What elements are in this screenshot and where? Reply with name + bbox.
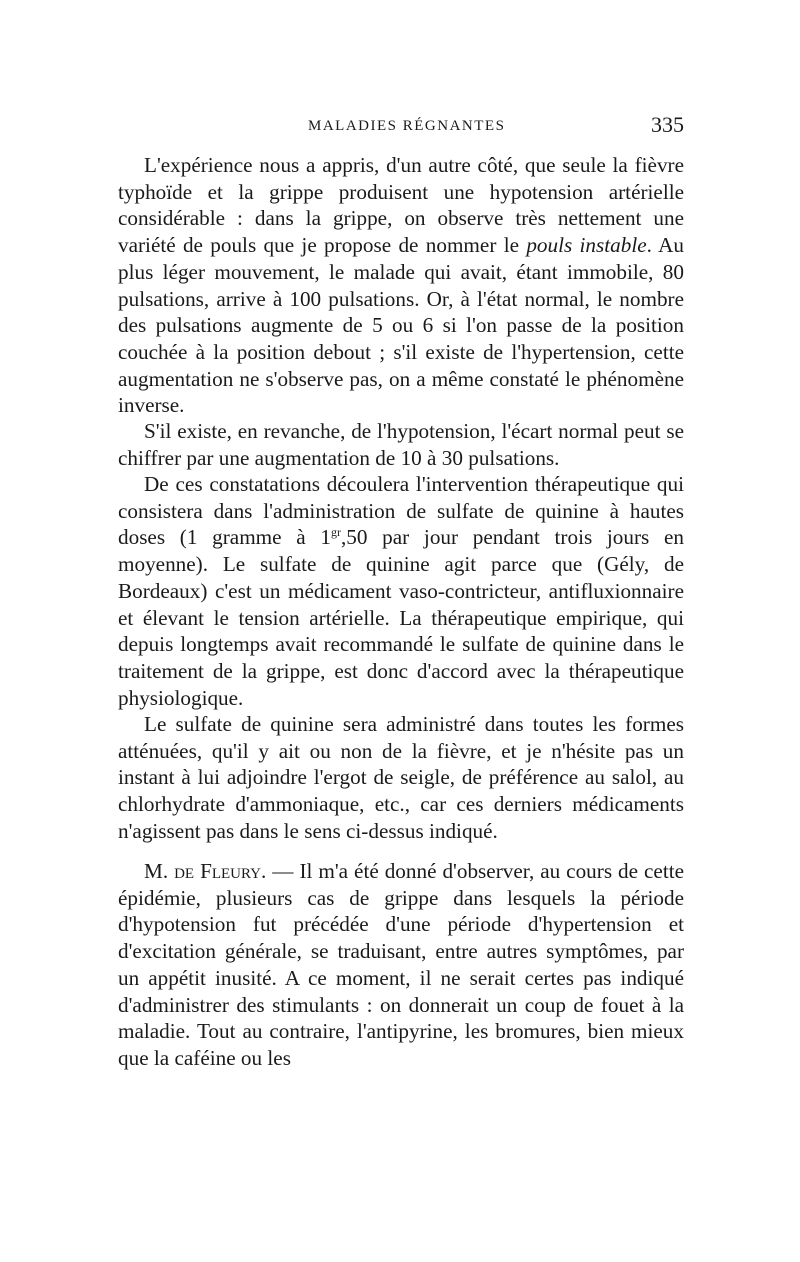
speaker-name: M. de Fleury. xyxy=(144,859,267,883)
paragraph-3-superscript: gr xyxy=(330,525,341,540)
paragraph-1-text-after: . Au plus léger mouvement, le malade qui avait, étant immobile, 80 pulsations, arrive à 100 pulsations. Or, à l'état normal, le nombre des pulsations augmente de 5 ou 6 si l'on passe de la position couchée à la position debout ; s'il existe de l'hypertension, cette augmentation ne s'observe pas, on a même constaté le phénomène inverse. xyxy=(118,233,684,418)
paragraph-2: S'il existe, en revanche, de l'hypotension, l'écart normal peut se chiffrer par une augmentation de 10 à 30 pulsations. xyxy=(118,419,684,470)
paragraph-3-text-before: De ces constatations découlera l'intervention thérapeutique qui consistera dans l'administration de sulfate de quinine à hautes doses (1 gramme à 1 xyxy=(118,472,684,550)
running-title: MALADIES RÉGNANTES xyxy=(308,118,506,134)
paragraph-1-text-before: L'expérience nous a appris, d'un autre côté, que seule la fièvre typhoïde et la grippe produisent une hypotension artérielle considérable : dans la grippe, on observe très nettement une variété de pouls que je propose de nommer le xyxy=(118,153,684,258)
paragraph-4: Le sulfate de quinine sera administré dans toutes les formes atténuées, qu'il y ait ou non de la fièvre, et je n'hésite pas un instant à lui adjoindre l'ergot de seigle, de préférence au salol, au chlorhydrate d'ammoniaque, etc., car ces derniers médicaments n'agissent pas dans le sens ci-dessus indiqué. xyxy=(118,712,684,843)
paragraph-3 xyxy=(118,471,684,711)
paragraph-1 xyxy=(118,152,684,419)
page-header xyxy=(118,112,684,144)
page-number: 335 xyxy=(651,112,684,137)
paragraph-5-text: — Il m'a été donné d'observer, au cours de cette épidémie, plusieurs cas de grippe dans lesquels la période d'hypotension fut précédée d'une période d'hypertension et d'excitation générale, se traduisant, entre autres symptômes, par un appétit inusité. A ce moment, il ne serait certes pas indiqué d'administrer des stimulants : on donnerait un coup de fouet à la maladie. Tout au contraire, l'antipyrine, les bromures, bien mieux que la caféine ou les xyxy=(118,859,684,1070)
paragraph-3-text-after: ,50 par jour pendant trois jours en moyenne). Le sulfate de quinine agit parce que (Gély, de Bordeaux) c'est un médicament vaso-contricteur, antifluxionnaire et élevant le tension artérielle. La thérapeutique empirique, qui depuis longtemps avait recommandé le sulfate de quinine dans le traitement de la grippe, est donc d'accord avec la thérapeutique physiologique. xyxy=(118,525,684,710)
paragraph-5 xyxy=(118,858,684,1072)
paragraph-1-emphasis: pouls instable xyxy=(526,233,647,258)
